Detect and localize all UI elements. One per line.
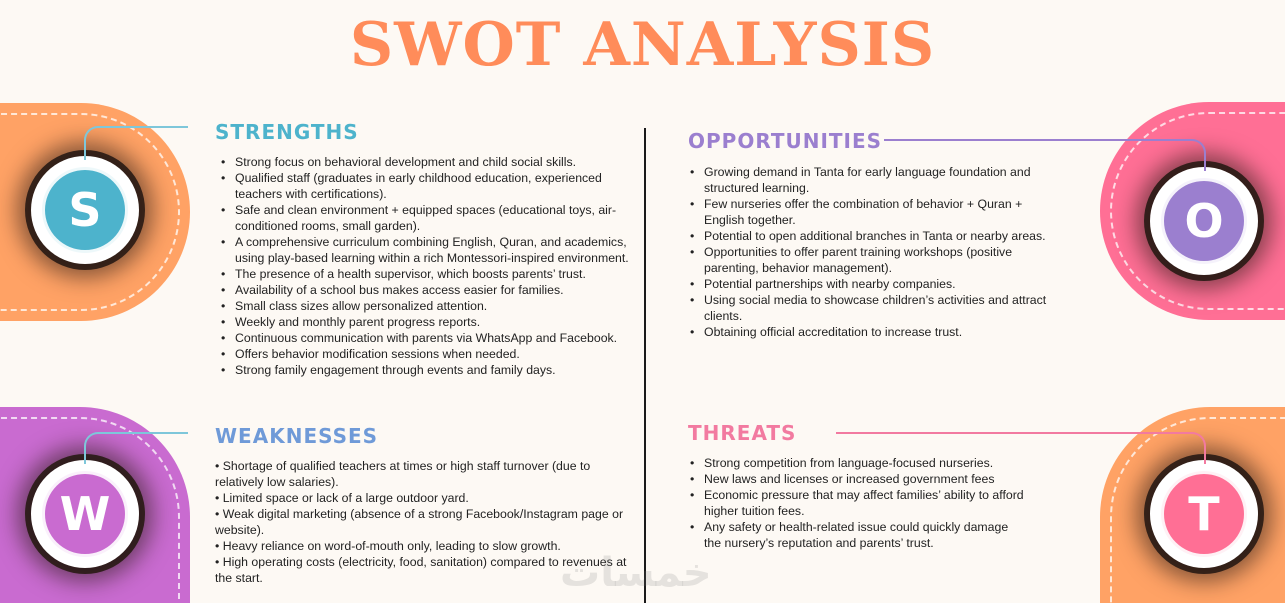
list-item: • Small class sizes allow personalized attention. <box>219 298 631 314</box>
list-item: • Weekly and monthly parent progress reports. <box>219 314 631 330</box>
list-item: • Strong family engagement through events and family days. <box>219 362 631 378</box>
list-item: • Offers behavior modification sessions when needed. <box>219 346 631 362</box>
weaknesses-heading: WEAKNESSES <box>215 424 379 448</box>
list-item: • New laws and licenses or increased government fees <box>688 471 1028 487</box>
list-item: • Safe and clean environment + equipped spaces (educational toys, air-conditioned rooms, small garden). <box>219 202 631 234</box>
list-item: • Any safety or health-related issue could quickly damage the nursery’s reputation and parents’ trust. <box>688 519 1028 551</box>
threats-letter: T <box>1161 471 1247 557</box>
opportunities-line <box>884 139 1106 141</box>
list-item: • A comprehensive curriculum combining English, Quran, and academics, using play-based learning within a rich Montessori-inspired environment. <box>219 234 631 266</box>
weaknesses-connector <box>84 432 188 464</box>
list-item: • Potential to open additional branches in Tanta or nearby areas. <box>688 228 1048 244</box>
strengths-connector <box>84 126 188 160</box>
list-item: • Availability of a school bus makes access easier for families. <box>219 282 631 298</box>
threats-line <box>836 432 1106 434</box>
weaknesses-badge <box>31 460 139 568</box>
opportunities-list <box>688 164 1048 340</box>
list-item: • Shortage of qualified teachers at times or high staff turnover (due to relatively low salaries). <box>215 459 591 489</box>
list-item: • Continuous communication with parents via WhatsApp and Facebook. <box>219 330 631 346</box>
strengths-list <box>219 154 631 378</box>
weaknesses-letter: W <box>42 471 128 557</box>
center-divider <box>644 128 646 603</box>
list-item: • Strong competition from language-focused nurseries. <box>688 455 1028 471</box>
list-item: • Limited space or lack of a large outdoor yard. <box>215 491 469 505</box>
list-item: • Growing demand in Tanta for early language foundation and structured learning. <box>688 164 1048 196</box>
list-item: • Few nurseries offer the combination of behavior + Quran + English together. <box>688 196 1048 228</box>
list-item: • Potential partnerships with nearby companies. <box>688 276 1048 292</box>
strengths-badge <box>31 156 139 264</box>
list-item: • Opportunities to offer parent training workshops (positive parenting, behavior management). <box>688 244 1048 276</box>
list-item: • The presence of a health supervisor, which boosts parents’ trust. <box>219 266 631 282</box>
strengths-heading: STRENGTHS <box>215 120 359 144</box>
list-item: • Heavy reliance on word-of-mouth only, leading to slow growth. <box>215 539 561 553</box>
watermark: خمسات <box>560 550 712 596</box>
threats-badge <box>1150 460 1258 568</box>
opportunities-heading: OPPORTUNITIES <box>688 129 883 153</box>
list-item: • Strong focus on behavioral development and child social skills. <box>219 154 631 170</box>
list-item: • Qualified staff (graduates in early childhood education, experienced teachers with certifications). <box>219 170 631 202</box>
opportunities-badge <box>1150 167 1258 275</box>
list-item: • Obtaining official accreditation to increase trust. <box>688 324 1048 340</box>
opportunities-connector <box>1106 139 1206 171</box>
page-title: SWOT ANALYSIS <box>349 10 936 80</box>
opportunities-letter: O <box>1161 178 1247 264</box>
strengths-letter: S <box>42 167 128 253</box>
list-item: • High operating costs (electricity, food, sanitation) compared to revenues at the start. <box>215 555 627 585</box>
threats-connector <box>1106 432 1206 464</box>
threats-heading: THREATS <box>688 421 797 445</box>
threats-list <box>688 455 1028 551</box>
list-item: • Weak digital marketing (absence of a strong Facebook/Instagram page or website). <box>215 507 624 537</box>
list-item: • Using social media to showcase children’s activities and attract clients. <box>688 292 1048 324</box>
list-item: • Economic pressure that may affect families’ ability to afford higher tuition fees. <box>688 487 1028 519</box>
